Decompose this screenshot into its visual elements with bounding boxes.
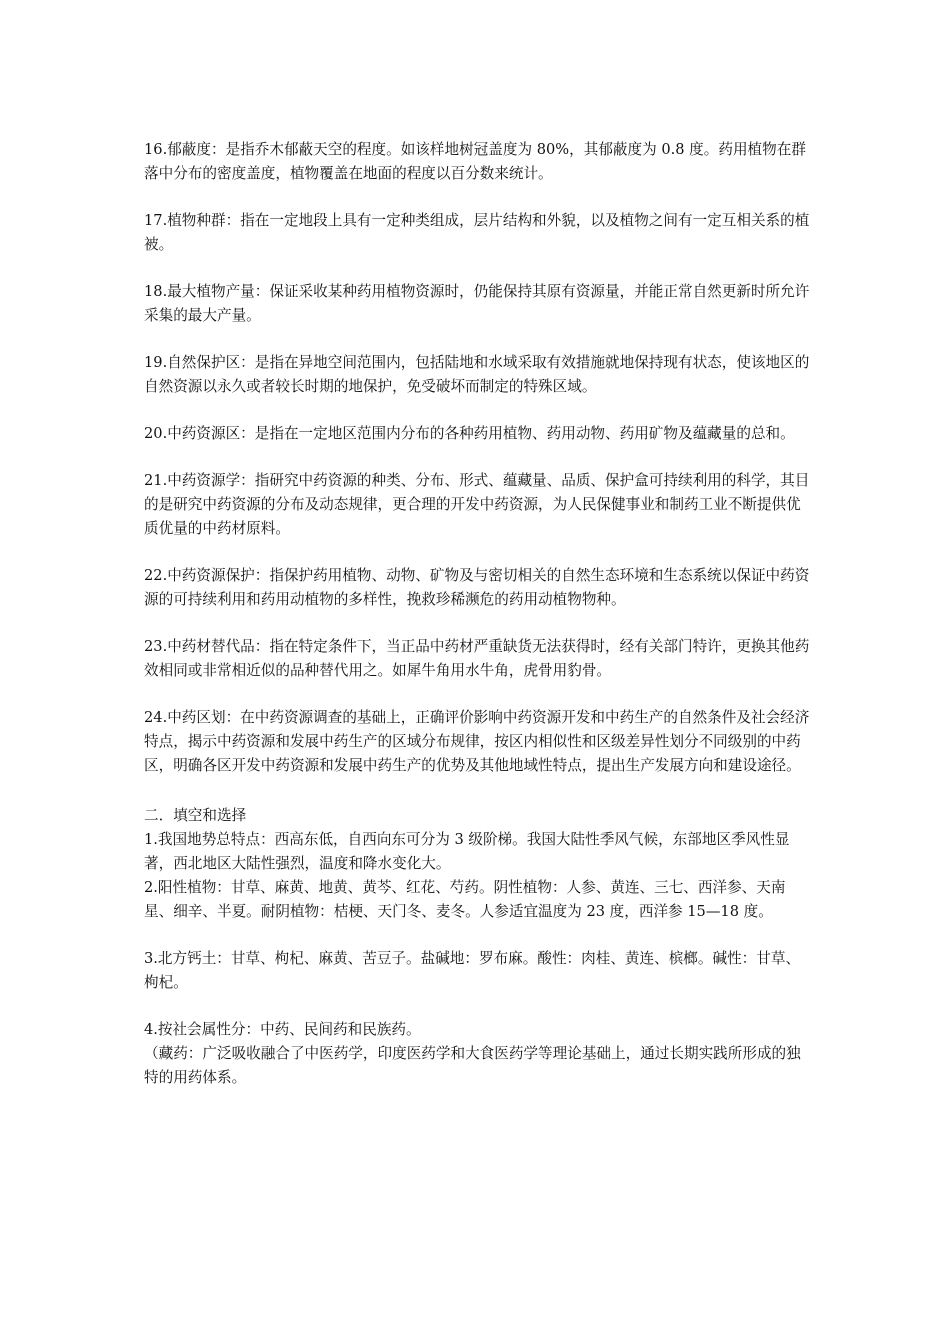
definition-20: 20.中药资源区：是指在一定地区范围内分布的各种药用植物、药用动物、药用矿物及蕴藏量的总和。: [144, 425, 795, 442]
fill-item-4: 4.按社会属性分：中药、民间药和民族药。: [144, 1021, 421, 1038]
paragraph-spacer: [144, 399, 814, 422]
definition-18: 18.最大植物产量：保证采收某种药用植物资源时，仍能保持其原有资源量，并能正常自然更新时所允许采集的最大产量。: [144, 283, 810, 324]
definition-17: 17.植物种群：指在一定地段上具有一定种类组成，层片结构和外貌，以及植物之间有一定互相关系的植被。: [144, 212, 810, 253]
paragraph-spacer: [144, 683, 814, 706]
fill-item-4-note: （藏药：广泛吸收融合了中医药学，印度医药学和大食医药学等理论基础上，通过长期实践所形成的独特的用药体系。: [144, 1045, 801, 1086]
paragraph-spacer: [144, 924, 814, 947]
paragraph-spacer: [144, 995, 814, 1018]
definition-23: 23.中药材替代品：指在特定条件下，当正品中药材严重缺货无法获得时，经有关部门特许，更换其他药效相同或非常相近似的品种替代用之。如犀牛角用水牛角，虎骨用豹骨。: [144, 638, 810, 679]
paragraph-spacer: [144, 257, 814, 280]
paragraph-spacer: [144, 446, 814, 469]
definition-24: 24.中药区划：在中药资源调查的基础上，正确评价影响中药资源开发和中药生产的自然条件及社会经济特点，揭示中药资源和发展中药生产的区域分布规律，按区内相似性和区级差异性划分不同级别的中药区，明确各区开发中药资源和发展中药生产的优势及其他地域性特点，提出生产发展方向和建设途径。: [144, 709, 810, 774]
document-body: [144, 138, 814, 1090]
definition-19: 19.自然保护区：是指在异地空间范围内，包括陆地和水域采取有效措施就地保持现有状态，使该地区的自然资源以永久或者较长时期的地保护，免受破坏而制定的特殊区域。: [144, 354, 810, 395]
definition-22: 22.中药资源保护：指保护药用植物、动物、矿物及与密切相关的自然生态环境和生态系统以保证中药资源的可持续利用和药用动植物的多样性，挽救珍稀濒危的药用动植物物种。: [144, 567, 810, 608]
fill-item-1: 1.我国地势总特点：西高东低，自西向东可分为 3 级阶梯。我国大陆性季风气候，东部地区季风性显著，西北地区大陆性强烈，温度和降水变化大。: [144, 831, 790, 872]
fill-item-3: 3.北方钙土：甘草、枸杞、麻黄、苦豆子。盐碱地：罗布麻。酸性：肉桂、黄连、槟榔。碱性：甘草、枸杞。: [144, 950, 801, 991]
paragraph-spacer: [144, 541, 814, 564]
section-heading: 二．填空和选择: [144, 807, 247, 824]
fill-item-2: 2.阳性植物：甘草、麻黄、地黄、黄芩、红花、芍药。阴性植物：人参、黄连、三七、西洋参、天南星、细辛、半夏。耐阴植物：桔梗、天门冬、麦冬。人参适宜温度为 23 度，西洋参 15—18 度。: [144, 879, 786, 920]
definition-21: 21.中药资源学：指研究中药资源的种类、分布、形式、蕴藏量、品质、保护盒可持续利用的科学，其目的是研究中药资源的分布及动态规律，更合理的开发中药资源，为人民保健事业和制药工业不断提供优质优量的中药材原料。: [144, 472, 810, 537]
paragraph-spacer: [144, 186, 814, 209]
paragraph-spacer: [144, 612, 814, 635]
paragraph-spacer: [144, 778, 814, 804]
paragraph-spacer: [144, 328, 814, 351]
definition-16: 16.郁蔽度：是指乔木郁蔽天空的程度。如该样地树冠盖度为 80%，其郁蔽度为 0.8 度。药用植物在群落中分布的密度盖度，植物覆盖在地面的程度以百分数来统计。: [144, 141, 806, 182]
